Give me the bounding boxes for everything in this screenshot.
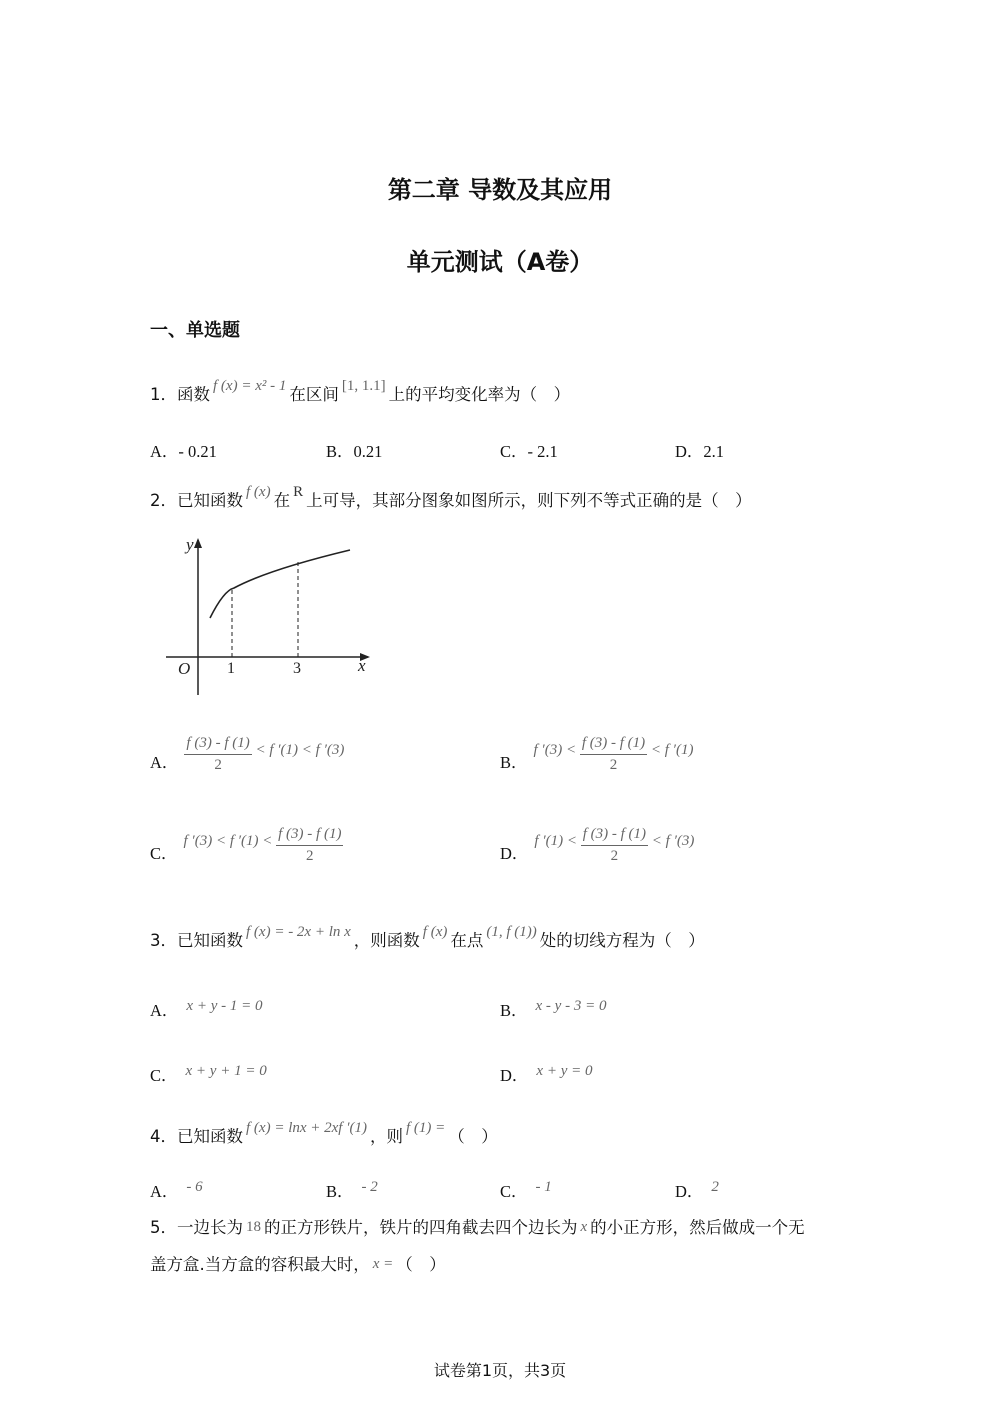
q5-formula-2: x bbox=[580, 1219, 588, 1235]
tick-label-3: 3 bbox=[293, 660, 301, 677]
q3-option-a[interactable]: A． x + y - 1 = 0 bbox=[150, 998, 263, 1020]
q2-formula-1: f (x) bbox=[246, 484, 271, 500]
inequality-right: < f ′(3) bbox=[651, 833, 695, 849]
page-footer: 试卷第1页，共3页 bbox=[433, 1361, 567, 1380]
q5-text-4: 盖方盒.当方盒的容积最大时， bbox=[150, 1255, 370, 1274]
fraction: $\frac{f (3) - f (1)}{2}$ bbox=[582, 826, 647, 864]
q1-option-a[interactable]: A．- 0.21 bbox=[150, 442, 217, 461]
q5-text-5: （ ） bbox=[396, 1255, 446, 1274]
q4-formula-1: f (x) = lnx + 2xf ′(1) bbox=[246, 1120, 367, 1136]
q3-option-c[interactable]: C． x + y + 1 = 0 bbox=[150, 1063, 267, 1085]
question-4 bbox=[150, 1120, 498, 1148]
question-2 bbox=[150, 484, 752, 512]
q1-text-3: 上的平均变化率为（ ） bbox=[388, 385, 571, 404]
q4-formula-2: f (1) = bbox=[405, 1120, 446, 1136]
inequality-left: f ′(3) < f ′(1) < bbox=[183, 833, 273, 849]
q3-formula-2: f (x) bbox=[422, 924, 448, 940]
y-axis-arrow bbox=[194, 538, 202, 548]
q5-formula-3: x = bbox=[372, 1256, 394, 1272]
document-subtitle: 单元测试（A卷） bbox=[406, 248, 594, 276]
q4-text-3: （ ） bbox=[448, 1127, 498, 1146]
q5-formula-1: 18 bbox=[246, 1219, 261, 1235]
q1-formula-1: f (x) = x² - 1 bbox=[213, 378, 287, 394]
origin-label: O bbox=[178, 659, 191, 678]
q1-formula-2: [1, 1.1] bbox=[341, 378, 386, 394]
document-title: 第二章 导数及其应用 bbox=[387, 176, 613, 204]
q1-option-d[interactable]: D．2.1 bbox=[675, 442, 725, 461]
q4-option-c[interactable]: C． - 1 bbox=[500, 1179, 552, 1201]
q3-option-b[interactable]: B． x - y - 3 = 0 bbox=[500, 998, 607, 1020]
x-axis-label: x bbox=[358, 656, 366, 675]
curve bbox=[210, 550, 350, 618]
q5-text-1: 5．一边长为 bbox=[150, 1218, 243, 1237]
q2-option-b[interactable]: B．f ′(3) < $\frac{f (3) - f (1)}{2}$ < f ′(1) bbox=[500, 735, 694, 773]
question-1 bbox=[150, 378, 571, 406]
q5-text-2: 的正方形铁片，铁片的四角截去四个边长为 bbox=[264, 1218, 578, 1237]
q1-text-1: 1．函数 bbox=[150, 385, 210, 404]
fraction: $\frac{f (3) - f (1)}{2}$ bbox=[278, 826, 342, 864]
inequality-left: f ′(3) < bbox=[533, 742, 577, 758]
y-axis-label: y bbox=[186, 535, 194, 554]
q2-option-d[interactable]: D．f ′(1) < $\frac{f (3) - f (1)}{2}$ < f ′(3) bbox=[500, 826, 695, 864]
question-3 bbox=[150, 924, 705, 952]
q4-option-a[interactable]: A． - 6 bbox=[150, 1179, 203, 1201]
q2-option-a[interactable]: A． $\frac{f (3) - f (1)}{2}$ < f ′(1) < f ′(3) bbox=[150, 735, 345, 773]
q2-text-1: 2．已知函数 bbox=[150, 491, 243, 510]
q3-formula-1: f (x) = - 2x + ln x bbox=[246, 924, 351, 940]
q1-option-b[interactable]: B．0.21 bbox=[326, 442, 383, 461]
q4-text-1: 4．已知函数 bbox=[150, 1127, 243, 1146]
question-5-line-2 bbox=[150, 1255, 446, 1276]
q4-text-2: ，则 bbox=[369, 1127, 403, 1146]
inequality-left: f ′(1) < bbox=[534, 833, 577, 849]
q4-option-d[interactable]: D． 2 bbox=[675, 1179, 719, 1201]
q3-text-1: 3．已知函数 bbox=[150, 931, 243, 950]
q1-text-2: 在区间 bbox=[289, 385, 339, 404]
q4-option-b[interactable]: B． - 2 bbox=[326, 1179, 378, 1201]
q3-text-4: 处的切线方程为（ ） bbox=[539, 931, 705, 950]
q3-formula-3: (1, f (1)) bbox=[486, 924, 537, 940]
tick-label-1: 1 bbox=[227, 660, 235, 677]
inequality-right: < f ′(1) < f ′(3) bbox=[255, 742, 345, 758]
q2-option-c[interactable]: C．f ′(3) < f ′(1) < $\frac{f (3) - f (1)}{2}$ bbox=[150, 826, 342, 864]
fraction: $\frac{f (3) - f (1)}{2}$ bbox=[581, 735, 646, 773]
q3-option-d[interactable]: D． x + y = 0 bbox=[500, 1063, 593, 1085]
q2-text-2: 在 bbox=[273, 491, 291, 510]
question-5 bbox=[150, 1218, 805, 1239]
q3-text-3: 在点 bbox=[450, 931, 484, 950]
q3-text-2: ，则函数 bbox=[353, 931, 420, 950]
fraction: $\frac{f (3) - f (1)}{2}$ bbox=[186, 735, 250, 773]
q1-option-c[interactable]: C．- 2.1 bbox=[500, 442, 558, 461]
section-heading: 一、单选题 bbox=[150, 320, 240, 341]
q2-text-3: 上可导，其部分图象如图所示，则下列不等式正确的是（ ） bbox=[306, 491, 752, 510]
q2-formula-2: R bbox=[293, 484, 304, 500]
function-graph bbox=[150, 530, 390, 700]
q5-text-3: 的小正方形，然后做成一个无 bbox=[590, 1218, 805, 1237]
inequality-right: < f ′(1) bbox=[650, 742, 694, 758]
